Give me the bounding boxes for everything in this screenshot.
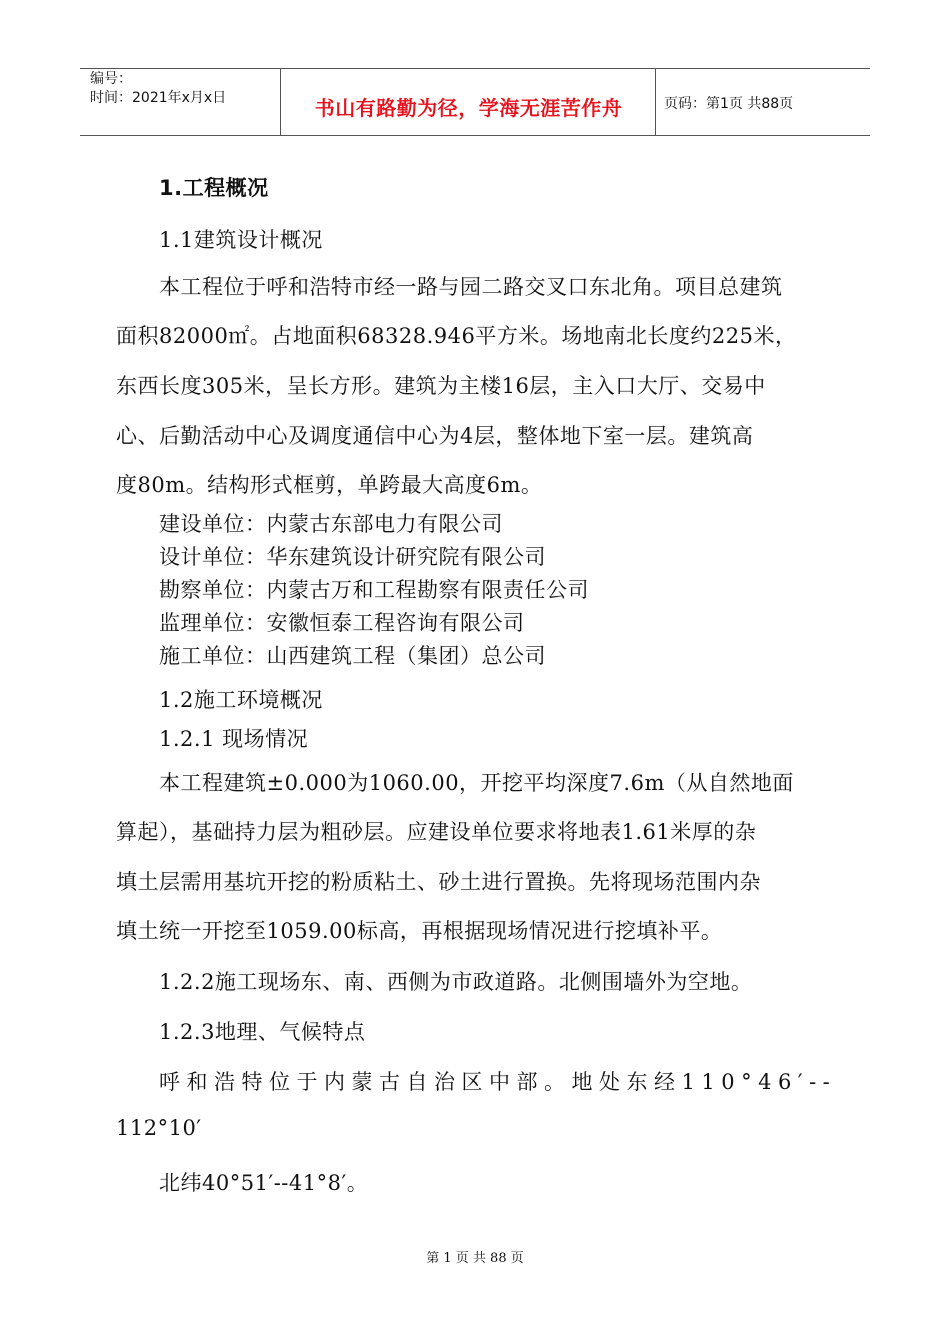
header-motto: 书山有路勤为径，学海无涯苦作舟 [314, 96, 623, 120]
header-meta [90, 70, 226, 108]
section-title-1-2-1: 1.2.1 现场情况 [159, 727, 309, 751]
header-top-rule [80, 68, 870, 69]
header-page-info: 页码：第1页 共88页 [664, 96, 794, 112]
page-footer: 第 1 页 共 88 页 [426, 1251, 524, 1266]
paragraph-line: 填土统一开挖至1059.00标高，再根据现场情况进行挖填补平。 [116, 919, 723, 943]
header-divider-left [280, 69, 281, 136]
paragraph-line: 心、后勤活动中心及调度通信中心为4层，整体地下室一层。建筑高 [116, 424, 754, 448]
paragraph-line: 本工程位于呼和浩特市经一路与园二路交叉口东北角。项目总建筑 [159, 275, 783, 299]
unit-build: 建设单位：内蒙古东部电力有限公司 [159, 512, 503, 536]
paragraph-line: 呼和浩特位于内蒙古自治区中部。地处东经110°46′-- [159, 1070, 837, 1094]
doc-number-label: 编号： [90, 71, 132, 87]
paragraph-line: 面积82000㎡。占地面积68328.946平方米。场地南北长度约225米， [116, 324, 797, 348]
unit-survey: 勘察单位：内蒙古万和工程勘察有限责任公司 [159, 578, 589, 602]
paragraph-line: 北纬40°51′--41°8′。 [159, 1171, 369, 1195]
paragraph-line: 112°10′ [116, 1116, 202, 1140]
unit-construct: 施工单位：山西建筑工程（集团）总公司 [159, 644, 546, 668]
paragraph-line: 东西长度305米，呈长方形。建筑为主楼16层，主入口大厅、交易中 [116, 374, 766, 398]
header-bottom-rule [80, 135, 870, 136]
section-title-1: 1.工程概况 [159, 176, 269, 200]
section-title-1-1: 1.1建筑设计概况 [159, 228, 323, 252]
paragraph-line: 算起），基础持力层为粗砂层。应建设单位要求将地表1.61米厚的杂 [116, 820, 757, 844]
section-title-1-2: 1.2施工环境概况 [159, 688, 323, 712]
unit-design: 设计单位：华东建筑设计研究院有限公司 [159, 545, 546, 569]
paragraph-line: 1.2.2施工现场东、南、西侧为市政道路。北侧围墙外为空地。 [159, 970, 753, 994]
paragraph-line: 本工程建筑±0.000为1060.00，开挖平均深度7.6m（从自然地面 [159, 771, 794, 795]
unit-supervise: 监理单位：安徽恒泰工程咨询有限公司 [159, 611, 525, 635]
header-divider-right [655, 69, 656, 136]
doc-time: 时间：2021年x月x日 [90, 90, 227, 106]
paragraph-line: 填土层需用基坑开挖的粉质粘土、砂土进行置换。先将现场范围内杂 [116, 870, 761, 894]
section-title-1-2-3: 1.2.3地理、气候特点 [159, 1020, 366, 1044]
paragraph-line: 度80m。结构形式框剪，单跨最大高度6m。 [116, 473, 543, 497]
